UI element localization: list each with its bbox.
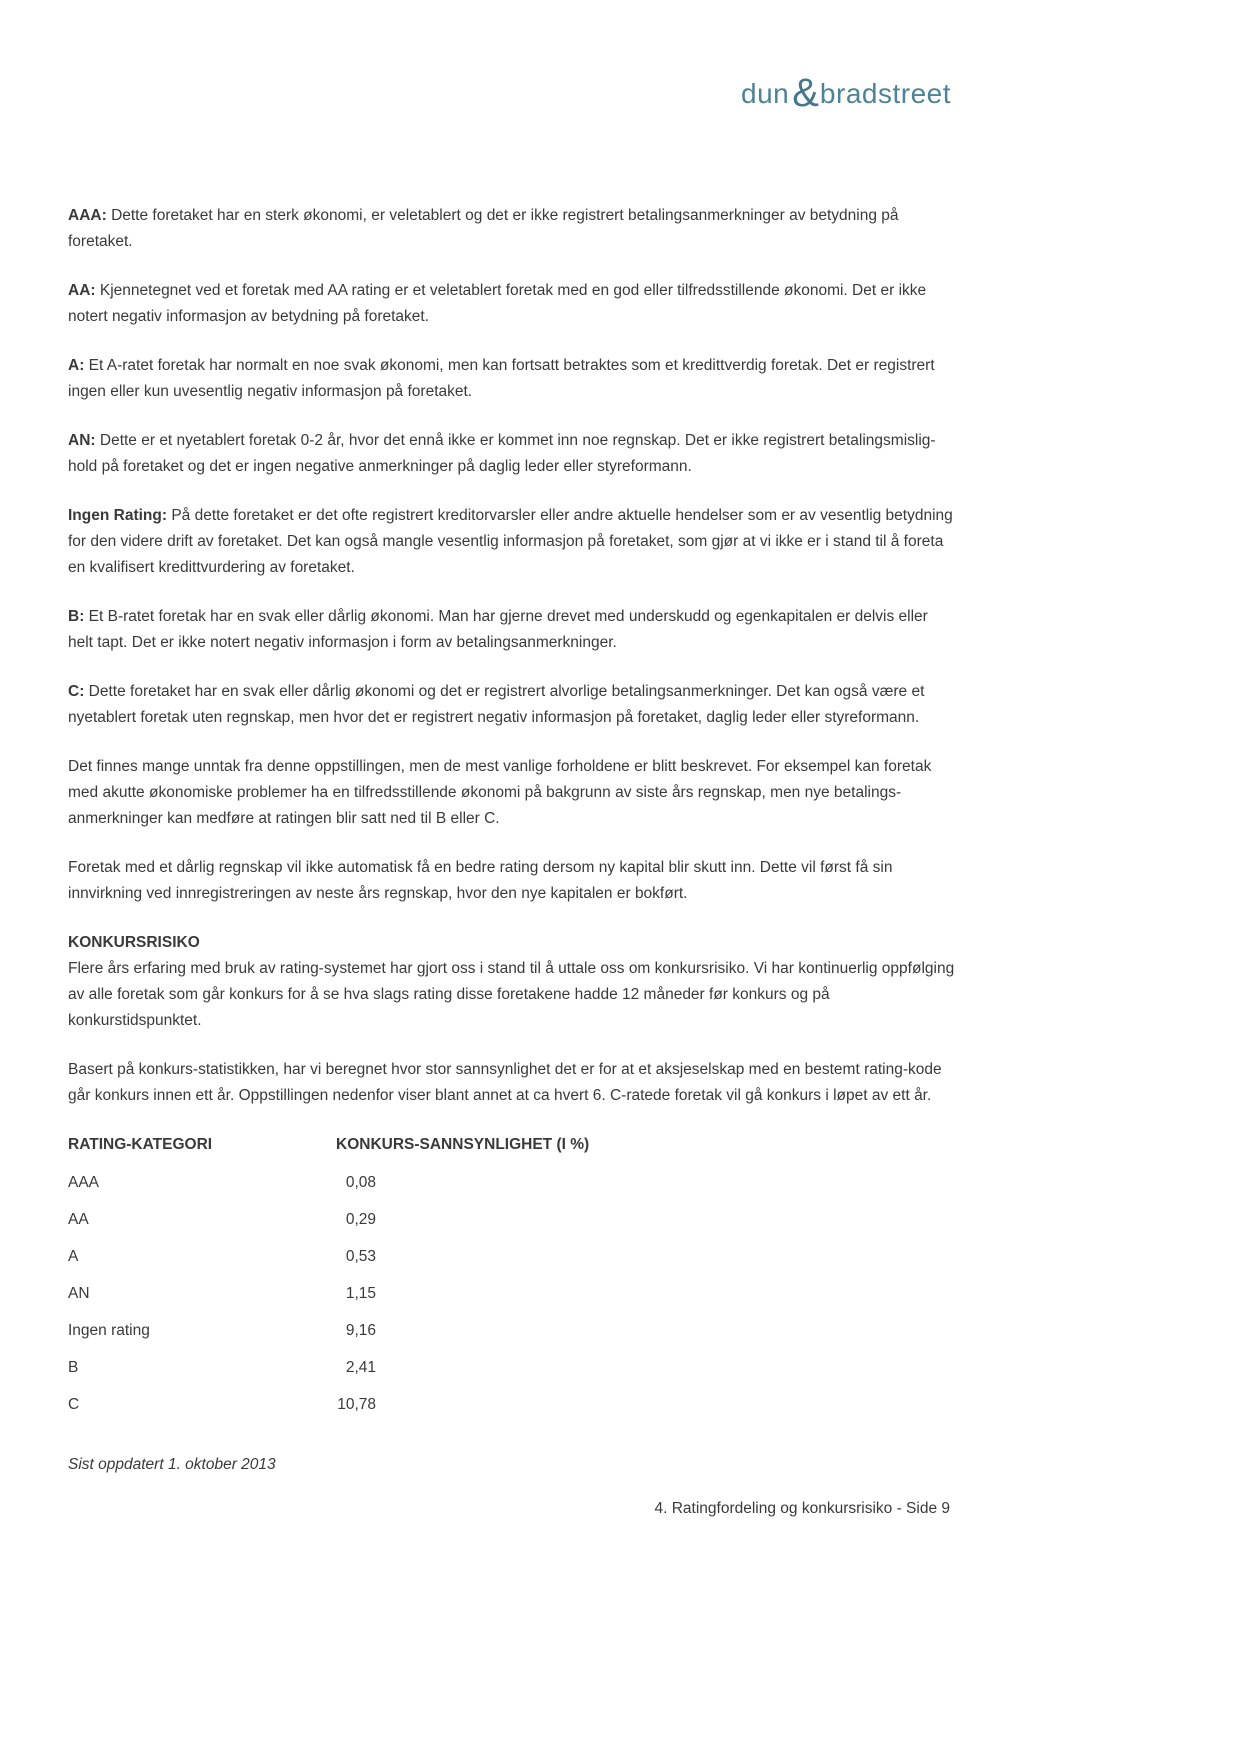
page-footer: 4. Ratingfordeling og konkursrisiko - Side 9: [654, 1500, 950, 1517]
rating-probability-table: [68, 1132, 956, 1418]
rating-label-aaa: AAA:: [68, 207, 107, 224]
table-row: [68, 1355, 956, 1381]
logo-text-bradstreet: bradstreet: [819, 78, 951, 109]
table-row: [68, 1281, 956, 1307]
page-content: [68, 203, 956, 1478]
rating-definition-an: [68, 428, 956, 480]
rating-text-ingen-rating: På dette foretaket er det ofte registrert kreditorvarsler eller andre aktuelle hendelser som er av vesentlig betydning for den videre drift av foretaket. Det kan også mangle vesentlig informasjon på foretaket, som gjør at vi ikke er i stand til å foreta en kvalifisert kredittvurdering av foretaket.: [68, 507, 953, 576]
table-cell-value: 0,29: [345, 1211, 376, 1228]
rating-definition-b: [68, 604, 956, 656]
rating-definition-aaa: [68, 203, 956, 255]
rating-definition-aa: [68, 278, 956, 330]
table-row: [68, 1207, 956, 1233]
rating-text-c: Dette foretaket har en svak eller dårlig økonomi og det er registrert alvorlige betalingsanmerkninger. Det kan også være et nyetablert foretak uten regnskap, men hvor det er registrert negativ informasjon på foretaket, daglig leder eller styreformann.: [68, 683, 925, 726]
table-cell-value: 1,15: [345, 1285, 376, 1302]
rating-text-a: Et A-ratet foretak har normalt en noe svak økonomi, men kan fortsatt betraktes som et kredittverdig foretak. Det er registrert ingen eller kun uvesentlig negativ informasjon på foretaket.: [68, 357, 935, 400]
rating-label-an: AN:: [68, 432, 96, 449]
logo-text-dun: dun: [741, 78, 790, 109]
table-cell-category: AAA: [68, 1174, 100, 1191]
capital-injection-paragraph: Foretak med et dårlig regnskap vil ikke automatisk få en bedre rating dersom ny kapital blir skutt inn. Dette vil først få sin innvirkning ved innregistreringen av neste års regnskap, hvor den nye kapitalen er bokført.: [68, 859, 893, 902]
exceptions-paragraph: Det finnes mange unntak fra denne oppstillingen, men de mest vanlige forholdene er blitt beskrevet. For eksempel kan foretak med akutte økonomiske problemer ha en tilfredsstillende økonomi på bakgrunn av siste års regnskap, men nye betalings- anmerkninger kan medføre at ratingen blir satt ned til B eller C.: [68, 758, 932, 827]
dun-bradstreet-logo: [741, 68, 951, 113]
table-row: [68, 1244, 956, 1270]
table-row: [68, 1170, 956, 1196]
table-cell-category: B: [68, 1359, 79, 1376]
rating-label-a: A:: [68, 357, 85, 374]
table-cell-category: Ingen rating: [68, 1322, 150, 1339]
table-cell-value: 10,78: [337, 1396, 376, 1413]
table-cell-value: 2,41: [345, 1359, 376, 1376]
table-cell-value: 0,53: [345, 1248, 376, 1265]
rating-text-aa: Kjennetegnet ved et foretak med AA rating er et veletablert foretak med en god eller tilfredsstillende økonomi. Det er ikke notert negativ informasjon av betydning på foretaket.: [68, 282, 927, 325]
rating-definition-c: [68, 679, 956, 731]
konkursrisiko-paragraph-2: Basert på konkurs-statistikken, har vi beregnet hvor stor sannsynlighet det er for at et aksjeselskap med en bestemt rating-kode går konkurs innen ett år. Oppstillingen nedenfor viser blant annet at ca hvert 6. C-ratede foretak vil gå konkurs i løpet av ett år.: [68, 1061, 942, 1104]
table-cell-category: AN: [68, 1285, 90, 1302]
rating-definition-ingen-rating: [68, 503, 956, 581]
table-header-category: RATING-KATEGORI: [68, 1136, 213, 1153]
logo-ampersand-icon: &: [792, 71, 819, 115]
rating-text-b: Et B-ratet foretak har en svak eller dårlig økonomi. Man har gjerne drevet med underskudd og egenkapitalen er delvis eller helt tapt. Det er ikke notert negativ informasjon i form av betalingsanmerkninger.: [68, 608, 928, 651]
table-cell-category: C: [68, 1396, 80, 1413]
rating-label-b: B:: [68, 608, 85, 625]
rating-label-ingen-rating: Ingen Rating:: [68, 507, 168, 524]
rating-label-aa: AA:: [68, 282, 96, 299]
konkursrisiko-paragraph-1: Flere års erfaring med bruk av rating-systemet har gjort oss i stand til å uttale oss om konkursrisiko. Vi har kontinuerlig oppfølging av alle foretak som går konkurs for å se hva slags rating disse foretakene hadde 12 måneder før konkurs og på konkurstidspunktet.: [68, 960, 955, 1029]
table-header-probability: KONKURS-SANNSYNLIGHET (I %): [336, 1136, 590, 1153]
rating-text-aaa: Dette foretaket har en sterk økonomi, er veletablert og det er ikke registrert betalingsanmerkninger av betydning på foretaket.: [68, 207, 899, 250]
last-updated-note: Sist oppdatert 1. oktober 2013: [68, 1456, 276, 1473]
table-row: [68, 1392, 956, 1418]
table-header-row: [68, 1132, 956, 1158]
table-row: [68, 1318, 956, 1344]
table-cell-value: 9,16: [345, 1322, 376, 1339]
konkursrisiko-heading: KONKURSRISIKO: [68, 934, 200, 951]
table-cell-value: 0,08: [345, 1174, 376, 1191]
table-cell-category: AA: [68, 1211, 89, 1228]
table-cell-category: A: [68, 1248, 79, 1265]
rating-label-c: C:: [68, 683, 85, 700]
rating-definition-a: [68, 353, 956, 405]
rating-text-an: Dette er et nyetablert foretak 0-2 år, hvor det ennå ikke er kommet inn noe regnskap. Det er ikke registrert betalingsmislig- hold på foretaket og det er ingen negative anmerkninger på daglig leder eller styreformann.: [68, 432, 936, 475]
